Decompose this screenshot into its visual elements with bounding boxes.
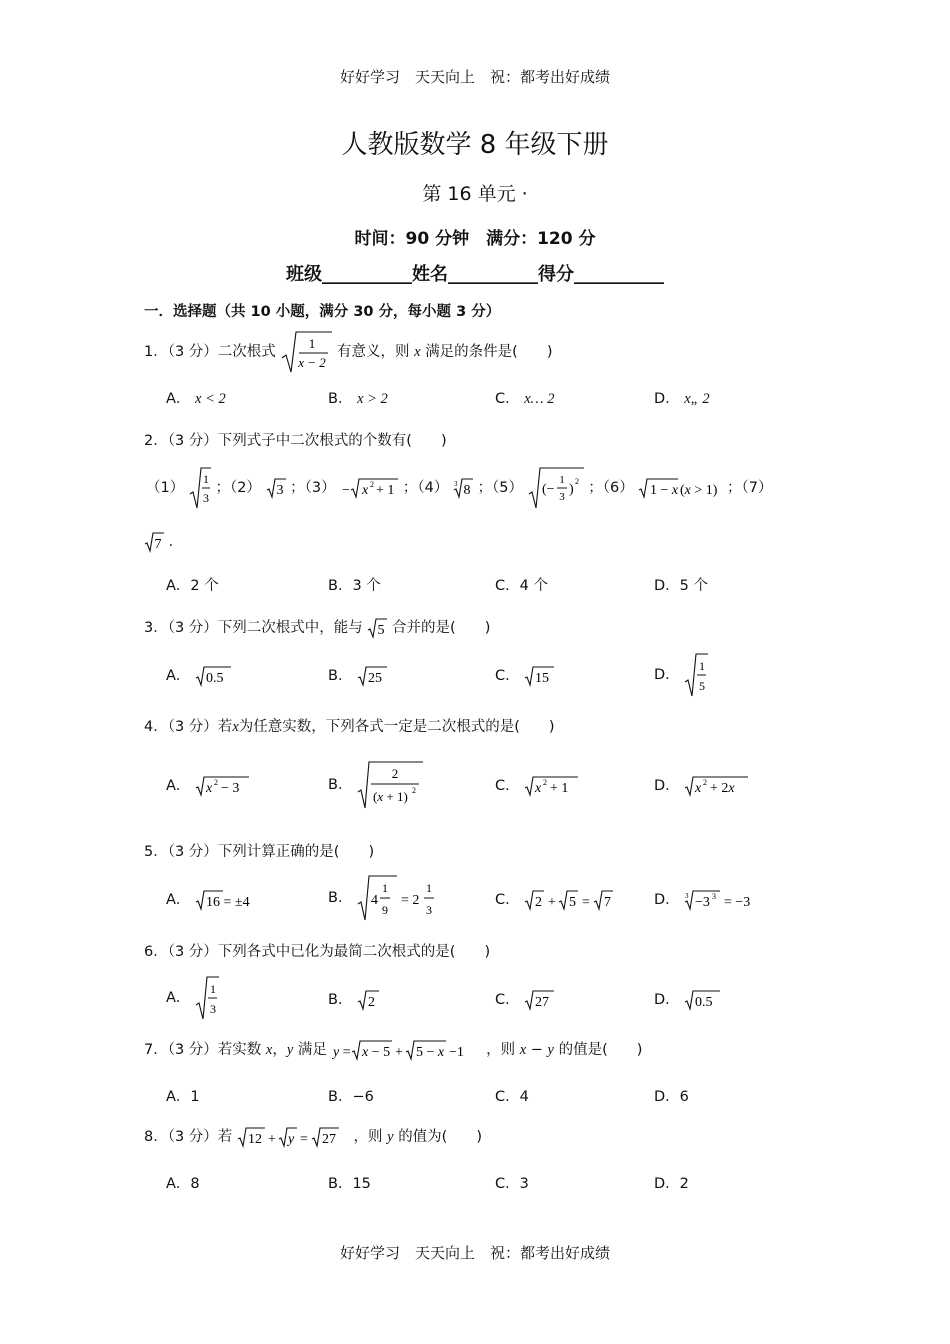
page-footer: 好好学习 天天向上 祝：都考出好成绩 <box>339 1244 610 1262</box>
svg-text:9: 9 <box>382 903 389 917</box>
q5-option-c[interactable]: C． 2 + 5 = 7 <box>495 892 612 910</box>
svg-text:y: y <box>287 1132 295 1147</box>
svg-text:2: 2 <box>535 895 543 910</box>
svg-text:= 2: = 2 <box>401 893 420 908</box>
svg-text:1: 1 <box>699 659 706 673</box>
q2-option-c[interactable]: C．4 个 <box>495 578 548 594</box>
student-info: 班级__________姓名__________得分__________ <box>286 264 664 285</box>
q6-option-a[interactable]: A． 1 3 <box>166 975 219 1021</box>
svg-text:+ 2x: + 2x <box>710 781 735 796</box>
page-title: 人教版数学 8 年级下册 <box>341 130 609 160</box>
question-5: 5．（3 分）下列计算正确的是( ) <box>144 844 375 860</box>
svg-text:): ) <box>568 482 574 497</box>
q2-option-b[interactable]: B．3 个 <box>328 578 381 594</box>
q8-option-a[interactable]: A．8 <box>166 1176 200 1192</box>
q7-option-b[interactable]: B．−6 <box>328 1089 374 1105</box>
svg-text:2: 2 <box>703 778 708 787</box>
svg-text:+: + <box>267 1132 276 1147</box>
q2-option-d[interactable]: D．5 个 <box>654 578 708 594</box>
q7-option-a[interactable]: A．1 <box>166 1089 200 1105</box>
question-4: 4．（3 分）若x为任意实数，下列各式一定是二次根式的是( ) <box>144 719 555 735</box>
q3-option-c[interactable]: C． 15 <box>495 664 554 687</box>
svg-text:+: + <box>548 895 557 910</box>
svg-text:−1: −1 <box>448 1045 464 1060</box>
q4-option-b[interactable]: B． 2 (x + 1) 2 <box>328 760 423 810</box>
svg-text:3: 3 <box>712 892 717 901</box>
svg-text:3: 3 <box>426 903 433 917</box>
q5-option-b[interactable]: B． 4 1 9 = 2 1 3 <box>328 874 437 922</box>
question-6: 6．（3 分）下列各式中已化为最简二次根式的是( ) <box>144 944 491 960</box>
svg-text:3: 3 <box>276 483 284 498</box>
q6-option-d[interactable]: D． 0.5 <box>654 988 720 1011</box>
q2-option-a[interactable]: A．2 个 <box>166 578 219 594</box>
page-header: 好好学习 天天向上 祝：都考出好成绩 <box>339 68 610 86</box>
svg-text:4: 4 <box>371 893 379 908</box>
svg-text:0.5: 0.5 <box>695 995 713 1010</box>
unit-subtitle: 第 16 单元 · <box>422 183 528 205</box>
svg-text:5: 5 <box>569 895 577 910</box>
svg-text:− 3: − 3 <box>221 781 240 796</box>
svg-text:7: 7 <box>154 537 162 552</box>
svg-text:3: 3 <box>202 491 209 505</box>
svg-text:x − 5: x − 5 <box>361 1045 390 1060</box>
svg-text:2: 2 <box>214 778 219 787</box>
svg-text:3: 3 <box>558 491 565 503</box>
q8-option-c[interactable]: C．3 <box>495 1176 529 1192</box>
q3-option-b[interactable]: B． 25 <box>328 664 387 687</box>
q5-option-a[interactable]: A． 16 = ±4 <box>166 892 250 910</box>
svg-text:16 = ±4: 16 = ±4 <box>206 895 250 910</box>
q1-stem-pre: 1．（3 分）二次根式 <box>144 344 276 360</box>
q6-option-b[interactable]: B． 2 <box>328 988 379 1011</box>
svg-text:= −3: = −3 <box>724 895 751 910</box>
q5-option-d[interactable]: D． 3 −3 3 = −3 <box>654 892 751 910</box>
q7-option-c[interactable]: C．4 <box>495 1089 529 1105</box>
svg-text:1: 1 <box>558 474 565 486</box>
svg-text:15: 15 <box>535 671 550 686</box>
svg-text:x: x <box>362 483 369 498</box>
svg-text:3: 3 <box>685 892 689 900</box>
svg-text:8: 8 <box>463 483 471 498</box>
question-8: 8．（3 分）若 12 + y = 27 ，则 y 的值为( ) <box>144 1129 483 1147</box>
svg-text:y =: y = <box>332 1045 351 1060</box>
svg-text:x: x <box>535 781 542 796</box>
svg-text:x − 2: x − 2 <box>298 355 327 370</box>
svg-text:5: 5 <box>377 623 385 638</box>
question-3: 3．（3 分）下列二次根式中，能与 5 合并的是( ) <box>144 620 491 638</box>
svg-text:x: x <box>695 781 702 796</box>
q8-option-b[interactable]: B．15 <box>328 1176 371 1192</box>
svg-text:(x > 1): (x > 1) <box>680 483 718 498</box>
svg-text:27: 27 <box>321 1132 336 1147</box>
svg-text:1: 1 <box>210 982 217 996</box>
time-info: 时间：90 分钟 满分：120 分 <box>354 229 596 249</box>
q7-option-d[interactable]: D．6 <box>654 1089 689 1105</box>
svg-text:25: 25 <box>368 671 383 686</box>
q1-option-c[interactable]: C． x… 2 <box>495 391 555 407</box>
svg-text:(−: (− <box>541 482 555 497</box>
q3-option-a[interactable]: A． 0.5 <box>166 664 231 687</box>
svg-text:12: 12 <box>247 1132 262 1147</box>
svg-text:2: 2 <box>368 995 376 1010</box>
q1-stem-tail: 满足的条件是( ) <box>425 344 553 360</box>
svg-text:1: 1 <box>309 336 316 351</box>
svg-text:3: 3 <box>453 480 458 488</box>
svg-text:2: 2 <box>543 778 548 787</box>
svg-text:7: 7 <box>604 895 612 910</box>
svg-text:2: 2 <box>412 786 417 795</box>
svg-text:+: + <box>394 1045 403 1060</box>
q6-option-c[interactable]: C． 27 <box>495 988 554 1011</box>
q1-radical <box>280 330 332 374</box>
svg-text:5 − x: 5 − x <box>415 1045 444 1060</box>
svg-text:+ 1: + 1 <box>550 781 569 796</box>
q2-item-7: 7 ． <box>144 530 183 553</box>
svg-text:1 − x: 1 − x <box>650 483 679 498</box>
q8-option-d[interactable]: D．2 <box>654 1176 689 1192</box>
svg-text:(x + 1): (x + 1) <box>373 789 408 804</box>
svg-text:x: x <box>206 781 213 796</box>
svg-text:+ 1: + 1 <box>376 483 395 498</box>
q4-option-a[interactable]: A． x 2 − 3 <box>166 774 249 797</box>
svg-text:2: 2 <box>574 477 579 486</box>
q1-stem-post: 有意义，则 <box>337 344 410 360</box>
svg-text:−: − <box>342 483 351 498</box>
section-heading: 一．选择题（共 10 小题，满分 30 分，每小题 3 分） <box>144 304 501 320</box>
question-1: 1．（3 分）二次根式 1 x − 2 有意义，则 x 满足的条件是( ) <box>144 330 553 374</box>
svg-text:1: 1 <box>426 881 433 895</box>
q1-option-d[interactable]: D． x„ 2 <box>654 391 710 407</box>
q4-option-d[interactable]: D． x 2 + 2x <box>654 774 748 797</box>
svg-text:=: = <box>582 895 591 910</box>
svg-text:1: 1 <box>382 881 389 895</box>
question-2: 2．（3 分）下列式子中二次根式的个数有( ) <box>144 433 447 449</box>
svg-text:27: 27 <box>535 995 550 1010</box>
svg-text:=: = <box>299 1132 308 1147</box>
svg-text:2: 2 <box>391 766 399 781</box>
svg-text:−3: −3 <box>695 895 711 910</box>
svg-text:3: 3 <box>210 1002 217 1016</box>
svg-text:1: 1 <box>202 472 209 486</box>
q3-option-d[interactable]: D． 1 5 <box>654 652 708 698</box>
q1-option-b[interactable]: B． x > 2 <box>328 391 388 407</box>
q2-items: （1） 1 3 ；（2） 3 ；（3） − x 2 + 1 ；（4） 3 8 ；（5） (− 1 3 ) 2 ；（6） 1 − x (x > 1) ；（7） <box>146 466 772 510</box>
svg-text:5: 5 <box>699 679 706 693</box>
svg-text:2: 2 <box>370 480 375 489</box>
svg-text:0.5: 0.5 <box>206 671 224 686</box>
q4-option-c[interactable]: C． x 2 + 1 <box>495 774 578 797</box>
question-7: 7．（3 分）若实数 x，y 满足 y = x − 5 + 5 − x −1 ，则 x − y 的值是( ) <box>144 1042 643 1060</box>
q1-option-a[interactable]: A． x < 2 <box>166 391 226 407</box>
